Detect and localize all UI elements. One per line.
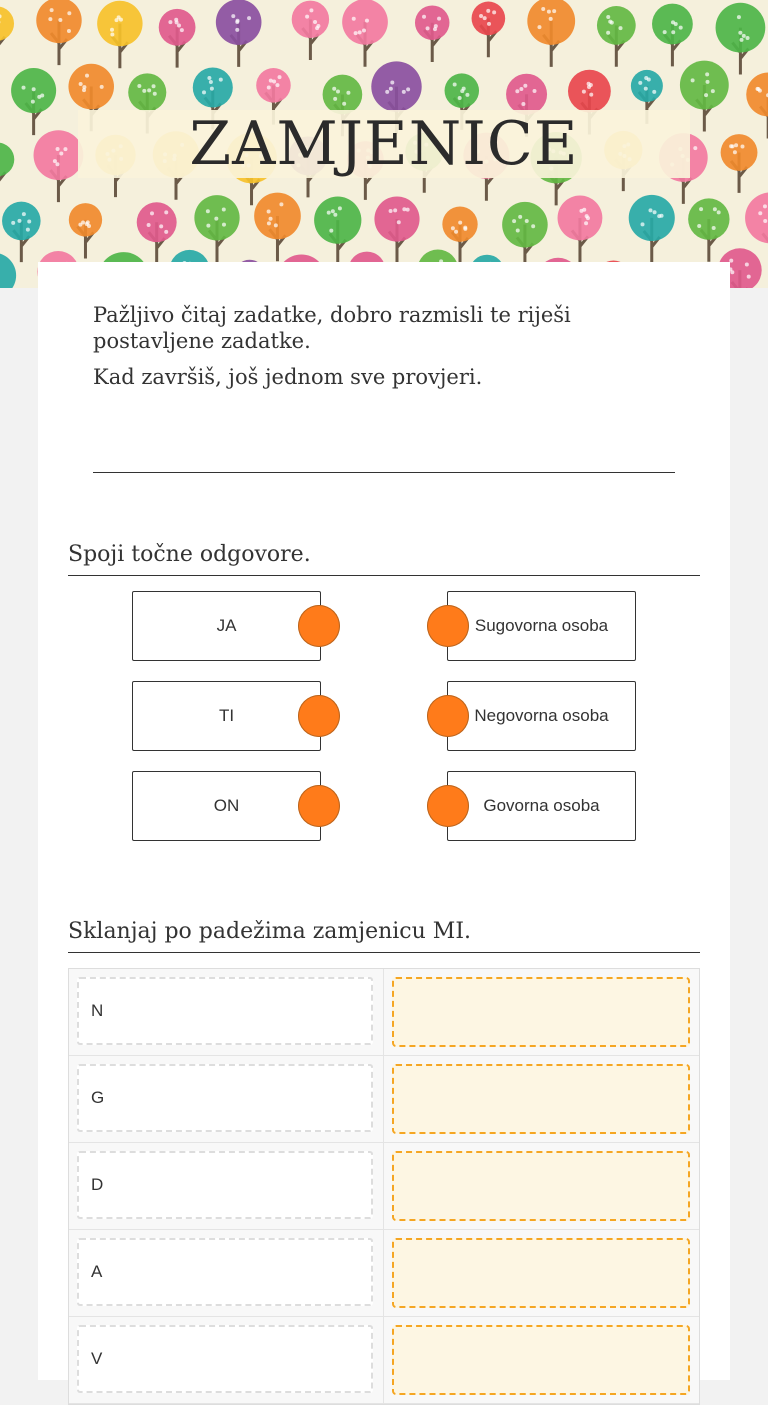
tree-dot <box>85 74 89 78</box>
title-box <box>78 110 690 178</box>
tree-dot <box>82 88 86 92</box>
match-right-connector[interactable] <box>427 605 469 647</box>
tree-dot <box>389 87 393 91</box>
tree-crown <box>0 6 14 40</box>
tree-dot <box>671 30 675 34</box>
table-row <box>69 1317 699 1404</box>
tree-dot <box>247 16 251 20</box>
tree-dot <box>206 224 210 228</box>
case-answer-input[interactable] <box>392 1238 690 1308</box>
tree-dot <box>22 86 26 90</box>
tree-dot <box>518 215 522 219</box>
tree-dot <box>11 221 15 225</box>
tree-dot <box>756 87 760 91</box>
tree-dot <box>22 212 26 216</box>
tree-dot <box>31 100 35 104</box>
tree-dot <box>547 10 551 14</box>
tree-dot <box>267 221 271 225</box>
table-row <box>69 969 699 1056</box>
tree-dot <box>486 9 490 13</box>
tree-dot <box>606 15 610 19</box>
tree-dot <box>202 90 206 94</box>
tree-dot <box>606 31 610 35</box>
tree-dot <box>352 17 356 21</box>
tree-dot <box>26 228 30 232</box>
tree-crown <box>371 61 421 111</box>
tree-crown <box>527 0 575 45</box>
case-cell <box>69 1056 384 1142</box>
worksheet <box>38 262 730 1380</box>
tree-dot <box>58 18 62 22</box>
case-answer-input[interactable] <box>392 977 690 1047</box>
tree-dot <box>697 224 701 228</box>
tree-crown <box>36 0 81 43</box>
tree-dot <box>515 89 519 93</box>
tree-dot <box>585 214 589 218</box>
tree-dot <box>533 89 537 93</box>
tree-dot <box>331 209 335 213</box>
page-title: ZAMJENICE <box>189 109 578 179</box>
tree-dot <box>316 24 320 28</box>
tree-dot <box>48 17 52 21</box>
tree-dot <box>422 15 426 19</box>
tree-crown <box>688 198 729 239</box>
tree-crown <box>374 196 419 241</box>
tree-dot <box>115 18 119 22</box>
tree-dot <box>589 93 593 97</box>
tree-crown <box>558 196 603 241</box>
tree-dot <box>85 222 89 226</box>
match-left-connector[interactable] <box>298 785 340 827</box>
case-cell <box>69 1230 384 1316</box>
tree-dot <box>552 9 556 13</box>
tree-dot <box>740 145 744 149</box>
tree-dot <box>385 90 389 94</box>
declension-table <box>68 968 700 1405</box>
tree-dot <box>516 228 520 232</box>
tree-dot <box>27 219 31 223</box>
tree-dot <box>453 82 457 86</box>
tree-dot <box>50 8 54 12</box>
tree-crown <box>745 192 768 243</box>
tree-dot <box>338 206 342 210</box>
tree-dot <box>492 10 496 14</box>
tree-dot <box>608 20 612 24</box>
tree-dot <box>67 11 71 15</box>
tree-crown <box>631 70 663 102</box>
tree-dot <box>305 15 309 19</box>
tree-crown <box>97 1 142 46</box>
tree-dot <box>525 219 529 223</box>
matching-heading: Spoji točne odgovore. <box>68 542 700 576</box>
tree-dot <box>390 80 394 84</box>
tree-dot <box>704 93 708 97</box>
tree-dot <box>269 79 273 83</box>
match-right-item: Negovorna osoba <box>447 681 636 751</box>
tree-dot <box>81 220 85 224</box>
match-right-item: Sugovorna osoba <box>447 591 636 661</box>
case-cell <box>69 1143 384 1229</box>
tree-dot <box>653 210 657 214</box>
tree-dot <box>582 90 586 94</box>
case-label: D <box>77 1151 373 1219</box>
tree-dot <box>279 202 283 206</box>
tree-dot <box>174 18 178 22</box>
tree-dot <box>733 150 737 154</box>
tree-crown <box>68 64 114 110</box>
tree-crown <box>716 3 766 53</box>
tree-dot <box>333 97 337 101</box>
tree-dot <box>269 217 273 221</box>
tree-dot <box>53 159 57 163</box>
tree-crown <box>568 70 611 113</box>
case-label: G <box>77 1064 373 1132</box>
tree-dot <box>79 82 83 86</box>
match-left-item: JA <box>132 591 321 661</box>
match-right-connector[interactable] <box>427 695 469 737</box>
tree-dot <box>278 75 282 79</box>
tree-dot <box>137 84 141 88</box>
tree-dot <box>358 30 362 34</box>
intro-line-2: Kad završiš, još jednom sve provjeri. <box>93 364 633 390</box>
tree-dot <box>737 15 741 19</box>
tree-crown <box>292 1 329 38</box>
tree-dot <box>463 226 467 230</box>
tree-crown <box>0 143 14 177</box>
tree-dot <box>644 87 648 91</box>
tree-dot <box>712 226 716 230</box>
table-row <box>69 1230 699 1317</box>
tree-dot <box>342 102 346 106</box>
tree-dot <box>55 162 59 166</box>
tree-dot <box>519 87 523 91</box>
tree-dot <box>354 31 358 35</box>
tree-dot <box>110 33 114 37</box>
tree-dot <box>406 87 410 91</box>
tree-dot <box>168 20 172 24</box>
tree-dot <box>479 14 483 18</box>
tree-dot <box>63 147 67 151</box>
tree-dot <box>584 221 588 225</box>
tree-dot <box>740 38 744 42</box>
tree-dot <box>729 144 733 148</box>
tree-dot <box>437 17 441 21</box>
tree-crown <box>314 197 361 244</box>
tree-dot <box>214 217 218 221</box>
case-label: A <box>77 1238 373 1306</box>
match-left-item: TI <box>132 681 321 751</box>
tree-dot <box>119 18 123 22</box>
tree-dot <box>17 219 21 223</box>
tree-dot <box>397 220 401 224</box>
case-cell <box>69 969 384 1055</box>
tree-dot <box>705 72 709 76</box>
tree-crown <box>159 9 196 46</box>
case-answer-input[interactable] <box>392 1151 690 1221</box>
tree-dot <box>207 76 211 80</box>
tree-dot <box>711 89 715 93</box>
tree-crown <box>137 202 177 242</box>
tree-dot <box>458 96 462 100</box>
header-banner <box>0 0 768 288</box>
tree-dot <box>699 207 703 211</box>
tree-dot <box>100 85 104 89</box>
tree-dot <box>402 90 406 94</box>
tree-dot <box>56 147 60 151</box>
intro-line-1: Pažljivo čitaj zadatke, dobro razmisli te riješi postavljene zadatke. <box>93 302 633 354</box>
tree-dot <box>142 89 146 93</box>
tree-dot <box>222 208 226 212</box>
tree-dot <box>458 221 462 225</box>
tree-dot <box>589 83 593 87</box>
tree-dot <box>648 208 652 212</box>
tree-dot <box>210 87 214 91</box>
tree-dot <box>309 8 313 12</box>
tree-dot <box>164 230 168 234</box>
tree-crown <box>597 6 636 45</box>
tree-dot <box>267 210 271 214</box>
match-left-connector[interactable] <box>298 695 340 737</box>
case-cell <box>69 1317 384 1403</box>
tree-dot <box>346 91 350 95</box>
tree-crown <box>472 2 506 36</box>
tree-dot <box>209 80 213 84</box>
tree-dot <box>763 204 767 208</box>
tree-dot <box>657 214 661 218</box>
tree-dot <box>426 26 430 30</box>
tree-dot <box>483 16 487 20</box>
tree-dot <box>159 224 163 228</box>
tree-dot <box>523 84 527 88</box>
tree-dot <box>462 87 466 91</box>
tree-crown <box>256 68 291 103</box>
tree-dot <box>738 31 742 35</box>
tree-dot <box>691 78 695 82</box>
tree-dot <box>180 28 184 32</box>
tree-dot <box>537 25 541 29</box>
tree-dot <box>638 81 642 85</box>
declension-heading: Sklanjaj po padežima zamjenicu MI. <box>68 919 700 953</box>
tree-crown <box>254 193 301 240</box>
tree-crown <box>0 253 16 288</box>
tree-dot <box>402 207 406 211</box>
tree-dot <box>531 224 535 228</box>
tree-dot <box>336 90 340 94</box>
answer-cell <box>384 969 699 1055</box>
tree-dot <box>521 102 525 106</box>
tree-dot <box>362 28 366 32</box>
tree-dot <box>745 263 749 267</box>
match-right-item: Govorna osoba <box>447 771 636 841</box>
tree-dot <box>674 22 678 26</box>
table-row <box>69 1143 699 1230</box>
match-right-connector[interactable] <box>427 785 469 827</box>
tree-dot <box>641 222 645 226</box>
tree-dot <box>147 88 151 92</box>
tree-dot <box>235 28 239 32</box>
tree-dot <box>389 209 393 213</box>
tree-dot <box>40 94 44 98</box>
case-answer-input[interactable] <box>392 1064 690 1134</box>
tree-dot <box>153 92 157 96</box>
tree-dot <box>59 151 63 155</box>
tree-dot <box>333 213 337 217</box>
intro-text <box>93 302 633 400</box>
tree-dot <box>747 275 751 279</box>
tree-crown <box>721 134 758 171</box>
tree-dot <box>451 226 455 230</box>
tree-dot <box>454 230 458 234</box>
tree-dot <box>717 210 721 214</box>
tree-crown <box>342 0 388 45</box>
tree-crown <box>34 130 84 180</box>
tree-crown <box>680 61 729 110</box>
tree-dot <box>647 78 651 82</box>
case-label: N <box>77 977 373 1045</box>
tree-dot <box>32 87 36 91</box>
tree-dot <box>706 80 710 84</box>
tree-crown <box>128 73 166 111</box>
tree-dot <box>541 7 545 11</box>
tree-dot <box>219 78 223 82</box>
tree-dot <box>272 80 276 84</box>
tree-dot <box>734 143 738 147</box>
tree-dot <box>236 19 240 23</box>
tree-dot <box>549 17 553 21</box>
tree-dot <box>177 23 181 27</box>
tree-dot <box>763 219 767 223</box>
table-row <box>69 1056 699 1143</box>
tree-crown <box>746 73 768 117</box>
tree-dot <box>67 29 71 33</box>
tree-dot <box>487 22 491 26</box>
tree-crown <box>69 203 102 236</box>
tree-dot <box>742 34 746 38</box>
tree-dot <box>730 270 734 274</box>
tree-dot <box>433 27 437 31</box>
tree-crown <box>629 195 675 241</box>
tree-dot <box>365 19 369 23</box>
tree-dot <box>231 14 235 18</box>
tree-dot <box>663 30 667 34</box>
tree-dot <box>274 223 278 227</box>
tree-dot <box>332 87 336 91</box>
tree-dot <box>746 36 750 40</box>
case-answer-input[interactable] <box>392 1325 690 1395</box>
answer-cell <box>384 1317 699 1403</box>
match-left-item: ON <box>132 771 321 841</box>
tree-dot <box>693 146 697 150</box>
tree-dot <box>267 86 271 90</box>
tree-dot <box>619 26 623 30</box>
answer-cell <box>384 1143 699 1229</box>
tree-dot <box>579 209 583 213</box>
tree-dot <box>147 223 151 227</box>
tree-dot <box>313 20 317 24</box>
tree-dot <box>275 83 279 87</box>
tree-dot <box>393 208 397 212</box>
tree-crown <box>502 202 548 248</box>
divider-line <box>93 472 675 473</box>
tree-dot <box>150 211 154 215</box>
tree-dot <box>512 219 516 223</box>
tree-dot <box>110 28 114 32</box>
tree-dot <box>164 210 168 214</box>
tree-dot <box>713 207 717 211</box>
tree-dot <box>152 84 156 88</box>
tree-dot <box>679 26 683 30</box>
tree-dot <box>758 211 762 215</box>
tree-dot <box>222 223 226 227</box>
case-label: V <box>77 1325 373 1393</box>
tree-dot <box>327 211 331 215</box>
tree-dot <box>206 209 210 213</box>
tree-dot <box>652 90 656 94</box>
answer-cell <box>384 1230 699 1316</box>
tree-dot <box>329 229 333 233</box>
answer-cell <box>384 1056 699 1142</box>
tree-dot <box>465 93 469 97</box>
match-left-connector[interactable] <box>298 605 340 647</box>
tree-crown <box>415 5 450 40</box>
